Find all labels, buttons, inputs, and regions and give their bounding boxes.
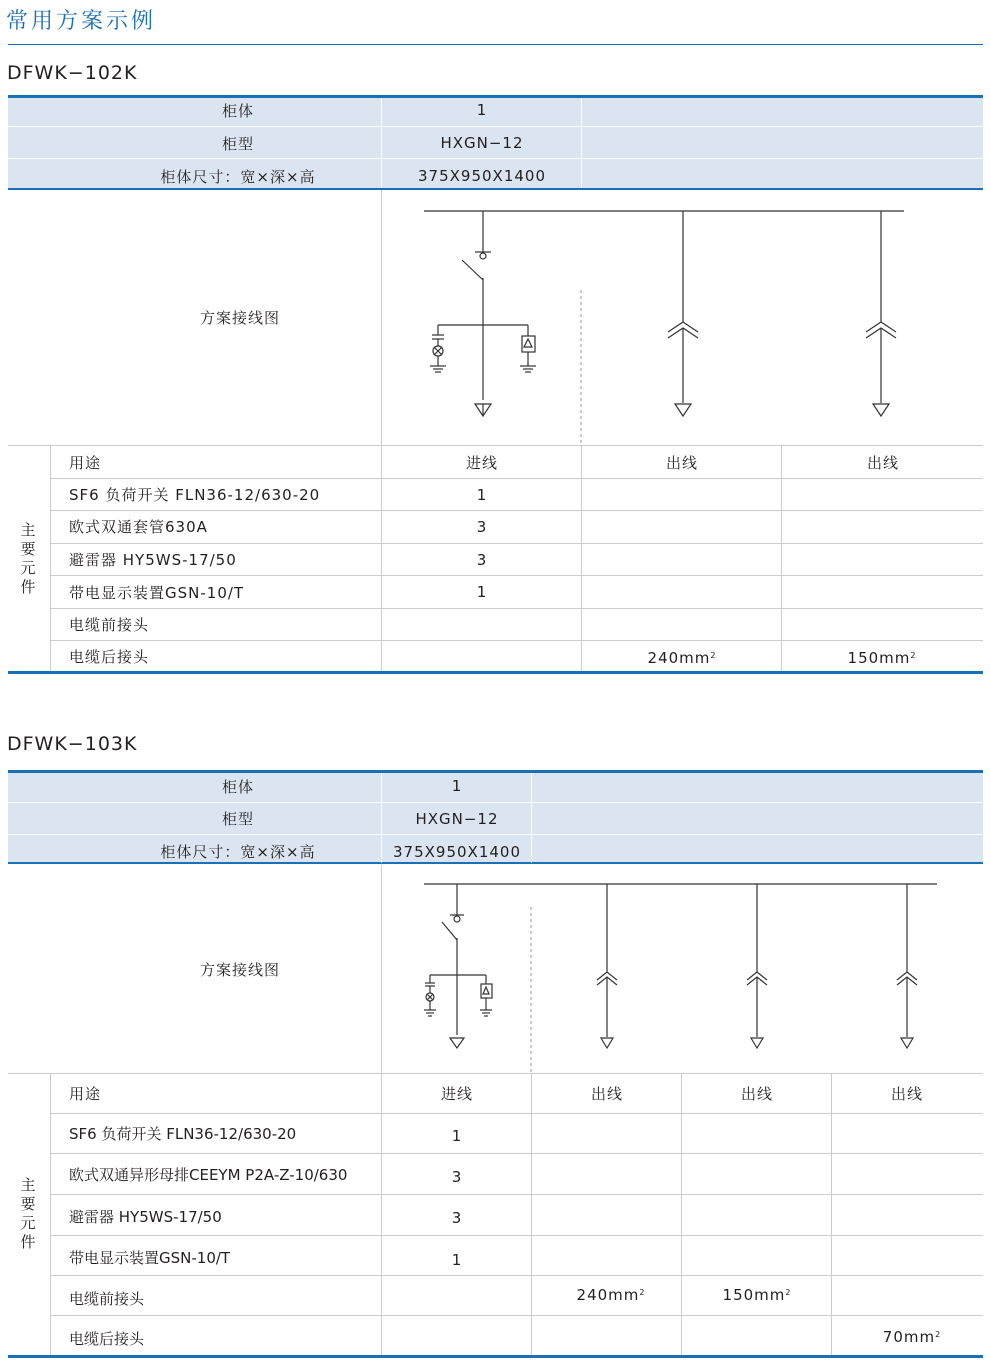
scheme2-grid-line — [50, 1315, 983, 1316]
scheme1-main-components-label: 主要元件 — [20, 521, 36, 596]
scheme1-header-vsep — [581, 98, 582, 188]
scheme2-row-name: 欧式双通异形母排CEEYM P2A-Z-10/630 — [69, 1166, 348, 1184]
scheme2-usage-col3: 出线 — [740, 1085, 774, 1103]
scheme1-usage-col1: 进线 — [465, 454, 499, 472]
scheme2-main-components-label: 主要元件 — [20, 1176, 36, 1251]
scheme1-row-name: 电缆后接头 — [69, 648, 150, 666]
scheme2-front-connector-size — [723, 1285, 792, 1305]
scheme2-row-qty: 1 — [451, 1251, 463, 1269]
scheme2-row-sep — [8, 802, 983, 803]
scheme2-row-name: 带电显示装置GSN-10/T — [69, 1249, 231, 1267]
scheme2-grid-line — [50, 1113, 983, 1114]
scheme1-dims-label: 柜体尺寸：宽×深×高 — [160, 168, 316, 186]
scheme2-rear-connector-value: 70mm — [882, 1328, 936, 1346]
scheme2-usage-label: 用途 — [69, 1085, 102, 1103]
scheme1-row-sep — [8, 126, 983, 127]
scheme2-usage-col1: 进线 — [440, 1085, 474, 1103]
scheme2-type-label: 柜型 — [221, 810, 255, 828]
scheme2-grid-vline — [50, 1073, 51, 1356]
scheme2-row-qty: 3 — [451, 1168, 463, 1186]
scheme2-dims-label: 柜体尺寸：宽×深×高 — [160, 843, 316, 861]
scheme2-front-connector-size — [577, 1285, 646, 1305]
scheme1-rear-connector-size — [848, 648, 917, 668]
scheme2-bottom-rule — [8, 1355, 983, 1358]
scheme1-cabinet-value: 1 — [476, 101, 488, 119]
scheme2-front-connector-value: 150mm — [722, 1286, 786, 1304]
scheme2-grid-vline — [381, 1073, 382, 1356]
scheme2-grid-line — [50, 1153, 983, 1154]
scheme2-cabinet-value: 1 — [451, 777, 463, 795]
scheme2-unit-superscript: 2 — [935, 1330, 942, 1339]
scheme2-row-qty: 3 — [451, 1209, 463, 1227]
scheme1-usage-col2: 出线 — [665, 454, 699, 472]
title-divider — [8, 44, 983, 45]
scheme2-model: DFWK−103K — [7, 733, 138, 755]
scheme2-usage-col4: 出线 — [890, 1085, 924, 1103]
scheme2-unit-superscript: 2 — [785, 1288, 792, 1297]
scheme2-row-name: 电缆前接头 — [69, 1290, 145, 1308]
scheme1-row-qty: 3 — [476, 518, 488, 536]
scheme1-grid-line — [8, 445, 983, 446]
scheme2-row-sep — [8, 834, 983, 835]
scheme1-unit-superscript: 2 — [710, 651, 717, 660]
scheme1-row-qty: 3 — [476, 551, 488, 569]
scheme1-model: DFWK−102K — [7, 62, 138, 84]
scheme1-grid-line — [50, 608, 983, 609]
scheme1-rear-connector-value: 240mm — [647, 649, 711, 667]
scheme2-row-name: SF6 负荷开关 FLN36-12/630-20 — [69, 1125, 297, 1143]
scheme2-row-qty: 1 — [451, 1127, 463, 1145]
scheme2-header-vsep — [381, 773, 382, 863]
scheme1-wiring-diagram — [382, 190, 982, 445]
scheme2-usage-col2: 出线 — [590, 1085, 624, 1103]
scheme1-row-name: 避雷器 HY5WS-17/50 — [69, 551, 237, 569]
scheme1-row-name: 带电显示装置GSN-10/T — [69, 584, 245, 602]
scheme1-usage-label: 用途 — [69, 454, 102, 472]
scheme1-usage-col3: 出线 — [866, 454, 900, 472]
scheme1-header-vsep — [381, 98, 382, 188]
scheme1-rear-connector-value: 150mm — [847, 649, 911, 667]
scheme1-grid-line — [50, 478, 983, 479]
scheme2-grid-line — [8, 1073, 983, 1074]
scheme1-row-qty: 1 — [476, 583, 488, 601]
scheme2-grid-vline — [831, 1073, 832, 1356]
scheme1-rear-connector-size — [648, 648, 717, 668]
scheme2-grid-vline — [531, 1073, 532, 1356]
scheme1-bottom-rule — [8, 671, 983, 674]
scheme1-grid-line — [50, 640, 983, 641]
scheme1-top-rule — [8, 95, 983, 98]
scheme1-type-label: 柜型 — [221, 135, 255, 153]
scheme2-grid-line — [50, 1275, 983, 1276]
scheme2-top-rule — [8, 770, 983, 773]
scheme2-cabinet-label: 柜体 — [221, 778, 255, 796]
scheme2-grid-line — [50, 1194, 983, 1195]
scheme2-front-connector-value: 240mm — [576, 1286, 640, 1304]
scheme1-grid-line — [50, 510, 983, 511]
page-title: 常用方案示例 — [6, 9, 157, 34]
scheme2-diagram-label: 方案接线图 — [199, 961, 281, 979]
scheme2-header-bottom-rule — [8, 862, 983, 864]
scheme1-row-sep — [8, 158, 983, 159]
scheme2-header-vsep — [531, 773, 532, 863]
scheme2-grid-line — [50, 1235, 983, 1236]
scheme2-dims-value: 375X950X1400 — [393, 843, 521, 861]
scheme1-dims-value: 375X950X1400 — [418, 167, 546, 185]
scheme2-unit-superscript: 2 — [639, 1288, 646, 1297]
scheme1-grid-line — [50, 575, 983, 576]
scheme2-wiring-diagram — [382, 865, 982, 1073]
scheme1-row-name: SF6 负荷开关 FLN36-12/630-20 — [69, 486, 321, 504]
scheme2-row-name: 电缆后接头 — [69, 1330, 145, 1348]
scheme1-grid-vline — [781, 445, 782, 672]
scheme1-row-qty: 1 — [476, 486, 488, 504]
scheme1-cabinet-label: 柜体 — [221, 102, 255, 120]
scheme2-rear-connector-size — [883, 1327, 941, 1347]
scheme1-unit-superscript: 2 — [910, 651, 917, 660]
scheme1-grid-line — [50, 543, 983, 544]
scheme1-row-name: 欧式双通套管630A — [69, 518, 208, 536]
scheme1-row-name: 电缆前接头 — [69, 616, 150, 634]
scheme1-type-value: HXGN−12 — [440, 134, 524, 152]
scheme1-grid-vline — [581, 445, 582, 672]
scheme1-diagram-label: 方案接线图 — [199, 309, 281, 327]
scheme1-grid-vline — [381, 445, 382, 672]
scheme1-grid-vline — [50, 445, 51, 672]
scheme2-grid-vline — [681, 1073, 682, 1356]
scheme2-row-name: 避雷器 HY5WS-17/50 — [69, 1208, 222, 1226]
scheme2-type-value: HXGN−12 — [415, 810, 499, 828]
